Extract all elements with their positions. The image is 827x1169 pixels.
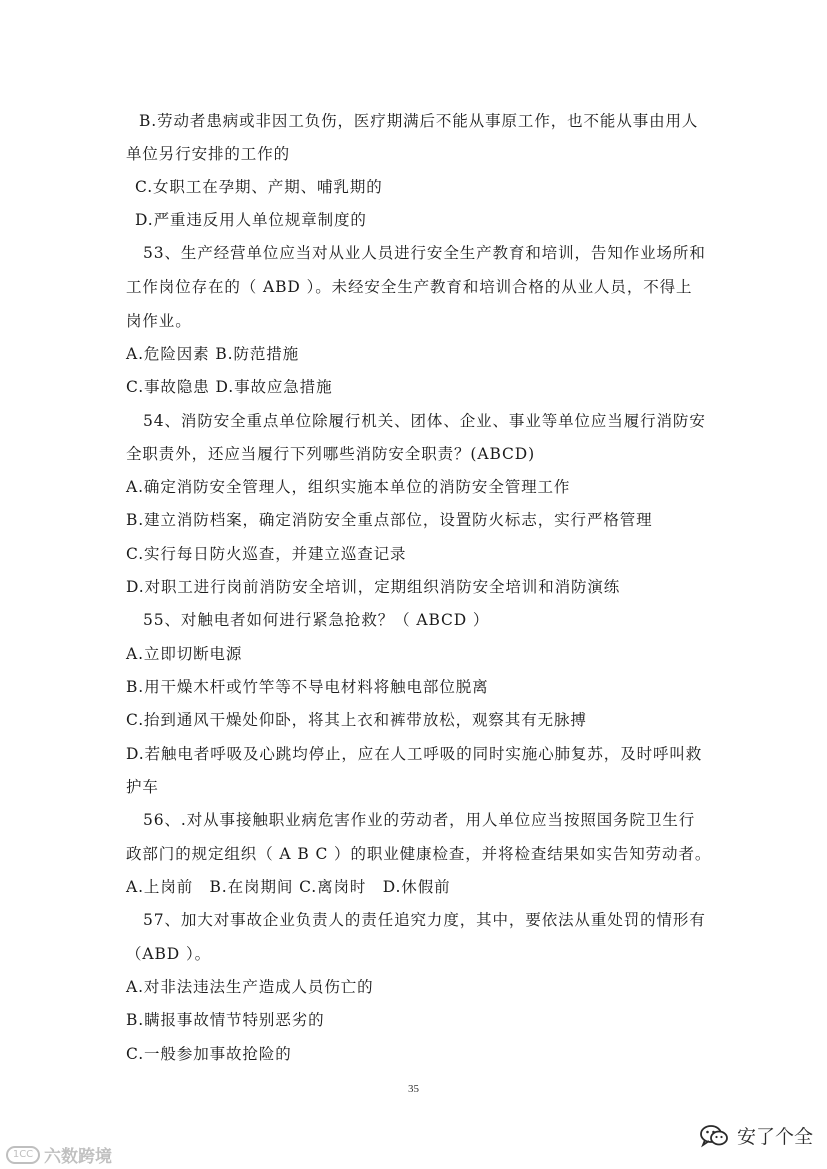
text-line: 政部门的规定组织（ A B C ）的职业健康检查，并将检查结果如实告知劳动者。 [126,845,712,863]
answer-option: A.对非法违法生产造成人员伤亡的 [126,978,374,996]
answer-option: A.上岗前 B.在岗期间 C.离岗时 D.休假前 [126,878,451,896]
answer-option: C.事故隐患 D.事故应急措施 [126,378,333,396]
answer-option: B.瞒报事故情节特别恶劣的 [126,1011,325,1029]
question-54: 54、消防安全重点单位除履行机关、团体、企业、事业等单位应当履行消防安 [143,412,706,430]
page-number: 35 [408,1083,419,1095]
answer-option: C.实行每日防火巡查，并建立巡查记录 [126,545,407,563]
answer-option: D.对职工进行岗前消防安全培训，定期组织消防安全培训和消防演练 [126,578,621,596]
text-line: D.严重违反用人单位规章制度的 [135,211,367,229]
text-line: 全职责外，还应当履行下列哪些消防安全职责？(ABCD) [126,445,536,463]
answer-option: B.用干燥木杆或竹竿等不导电材料将触电部位脱离 [126,678,489,696]
watermark-right [699,1122,813,1149]
watermark-left-text: 六数跨境 [44,1147,112,1167]
text-line: C.女职工在孕期、产期、哺乳期的 [135,178,383,196]
answer-option: B.建立消防档案，确定消防安全重点部位，设置防火标志，实行严格管理 [126,511,653,529]
answer-option: A.危险因素 B.防范措施 [126,345,300,363]
question-53: 53、生产经营单位应当对从业人员进行安全生产教育和培训，告知作业场所和 [143,244,706,262]
text-line: B.劳动者患病或非因工负伤，医疗期满后不能从事原工作，也不能从事由用人 [139,112,699,130]
watermark-left [6,1142,112,1167]
answer-option: A.立即切断电源 [126,645,243,663]
question-55: 55、对触电者如何进行紧急抢救？（ ABCD ） [143,611,490,629]
text-line: 单位另行安排的工作的 [126,145,291,163]
question-57: 57、加大对事故企业负责人的责任追究力度，其中，要依法从重处罚的情形有 [143,911,706,929]
answer-option: C.抬到通风干燥处仰卧，将其上衣和裤带放松，观察其有无脉搏 [126,711,587,729]
answer-option: C.一般参加事故抢险的 [126,1045,292,1063]
text-line: 岗作业。 [126,312,192,330]
text-line: 护车 [126,778,159,796]
answer-option: A.确定消防安全管理人，组织实施本单位的消防安全管理工作 [126,478,571,496]
text-line: 工作岗位存在的（ ABD ）。未经安全生产教育和培训合格的从业人员，不得上 [126,278,693,296]
watermark-right-text: 安了个全 [736,1126,813,1148]
question-56: 56、.对从事接触职业病危害作业的劳动者，用人单位应当按照国务院卫生行 [143,811,696,829]
answer-option: D.若触电者呼吸及心跳均停止，应在人工呼吸的同时实施心肺复苏，及时呼叫救 [126,745,703,763]
text-line: （ABD ）。 [126,945,211,963]
watermark-logo-icon: 1CC [6,1146,40,1164]
wechat-icon [699,1123,729,1149]
